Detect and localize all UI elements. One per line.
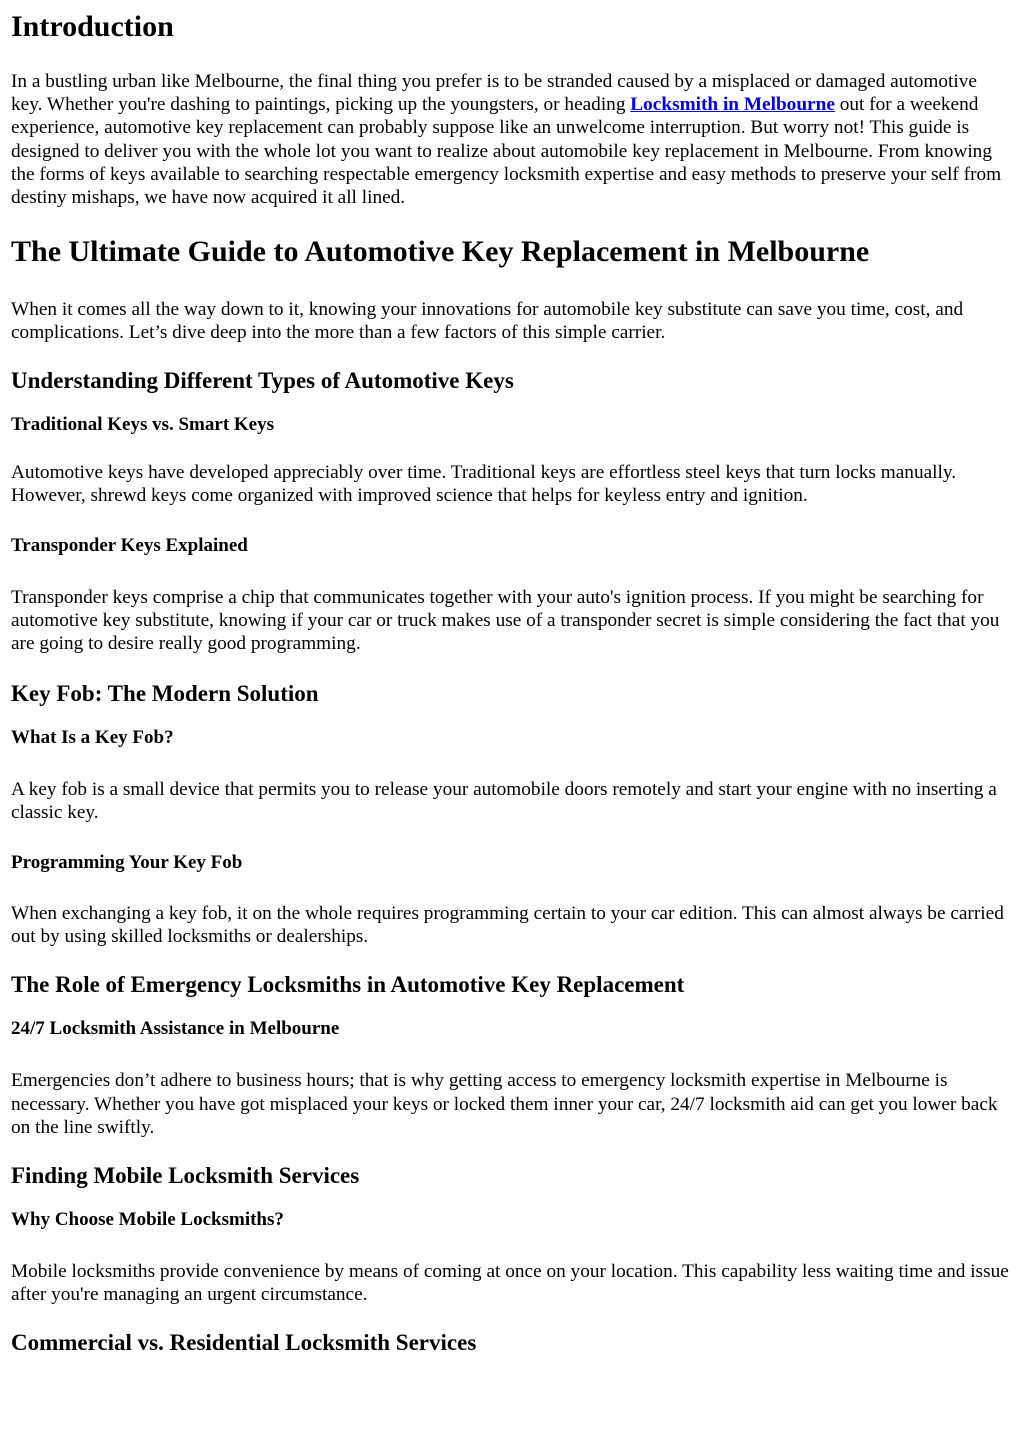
paragraph-what-is-key-fob: A key fob is a small device that permits you to release your automobile doors remotely and start your engine with no inserting a classic key. [11, 778, 997, 823]
subheading-programming-key-fob: Programming Your Key Fob [11, 852, 243, 874]
section-heading-mobile-locksmith: Finding Mobile Locksmith Services [11, 1163, 360, 1189]
locksmith-in-melbourne-link[interactable]: Locksmith in Melbourne [630, 94, 835, 116]
subheading-transponder-keys: Transponder Keys Explained [11, 535, 248, 557]
main-guide-paragraph: When it comes all the way down to it, knowing your innovations for automobile key substitute can save you time, cost, and complications. Let’s dive deep into the more than a few factors of this simple carrier. [11, 299, 964, 344]
paragraph-transponder-keys: Transponder keys comprise a chip that communicates together with your auto's ignition process. If you might be searching for automotive key substitute, knowing if your car or truck makes use of a transponder secret is simple considering the fact that you are going to desire really good programming. [11, 587, 1000, 655]
main-guide-heading: The Ultimate Guide to Automotive Key Replacement in Melbourne [11, 235, 870, 269]
paragraph-programming-key-fob: When exchanging a key fob, it on the whole requires programming certain to your car edition. This can almost always be carried out by using skilled locksmiths or dealerships. [11, 903, 1004, 948]
section-heading-key-types: Understanding Different Types of Automotive Keys [11, 367, 514, 393]
subheading-what-is-key-fob: What Is a Key Fob? [11, 726, 174, 748]
section-heading-commercial-vs-residential: Commercial vs. Residential Locksmith Services [11, 1330, 477, 1356]
intro-text-after-link: out for a weekend experience, automotive key replacement can probably suppose like an unwelcome interruption. But worry not! This guide is designed to deliver you with the whole lot you want to realize about automobile key replacement in Melbourne. From knowing the forms of keys available to searching respectable emergency locksmith expertise and easy methods to preserve your self from destiny mishaps, we have now acquired it all lined. [11, 94, 1002, 209]
paragraph-247-assistance: Emergencies don’t adhere to business hours; that is why getting access to emergency locksmith expertise in Melbourne is necessary. Whether you have got misplaced your keys or locked them inner your car, 24/7 locksmith aid can get you lower back on the line swiftly. [11, 1070, 998, 1138]
subheading-247-assistance: 24/7 Locksmith Assistance in Melbourne [11, 1018, 340, 1040]
subheading-why-mobile-locksmiths: Why Choose Mobile Locksmiths? [11, 1209, 284, 1231]
section-heading-key-fob: Key Fob: The Modern Solution [11, 680, 319, 706]
subheading-traditional-vs-smart: Traditional Keys vs. Smart Keys [11, 413, 275, 435]
introduction-heading: Introduction [11, 10, 174, 43]
paragraph-why-mobile-locksmiths: Mobile locksmiths provide convenience by means of coming at once on your location. This capability less waiting time and issue after you're managing an urgent circumstance. [11, 1261, 1009, 1306]
intro-text-before-link: In a bustling urban like Melbourne, the final thing you prefer is to be stranded caused by a misplaced or damaged automotive key. Whether you're dashing to paintings, picking up the youngsters, or heading [11, 71, 977, 116]
section-heading-emergency-locksmiths: The Role of Emergency Locksmiths in Automotive Key Replacement [11, 972, 685, 998]
introduction-paragraph [11, 70, 1013, 209]
paragraph-traditional-vs-smart: Automotive keys have developed appreciably over time. Traditional keys are effortless steel keys that turn locks manually. However, shrewd keys come organized with improved science that helps for keyless entry and ignition. [11, 461, 957, 506]
